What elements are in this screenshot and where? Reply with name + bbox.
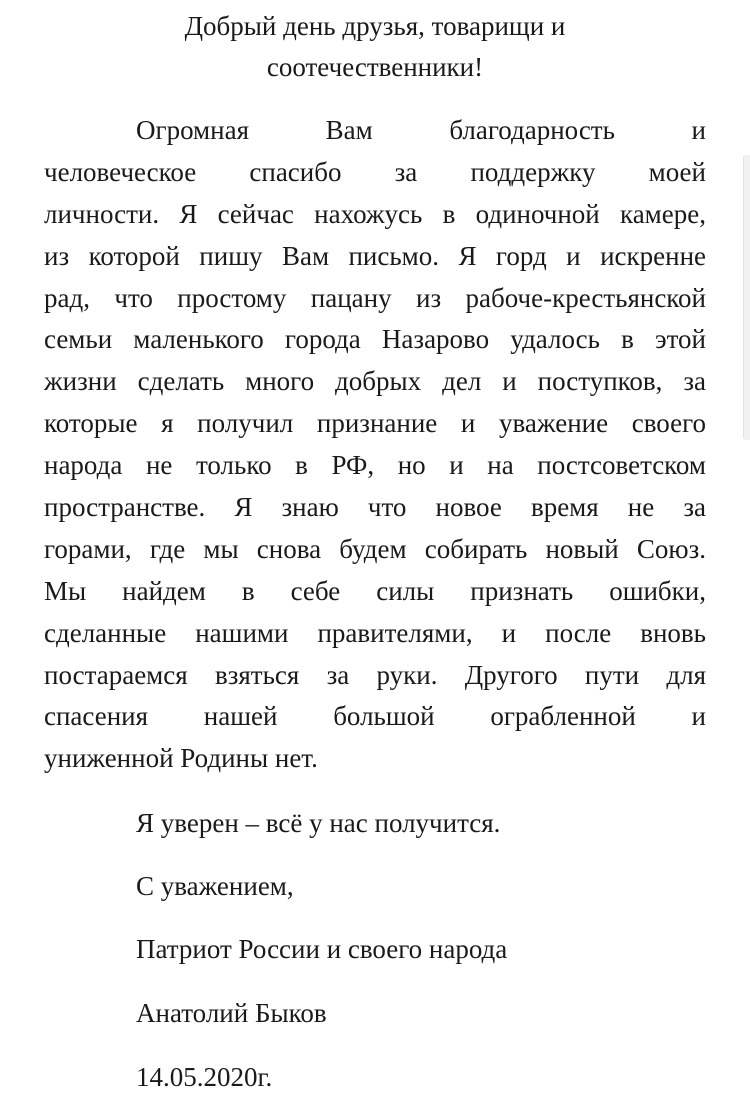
paragraph-line: которые я получил признание и уважение своего xyxy=(44,408,706,439)
letter-greeting xyxy=(0,6,750,88)
closing-regards: С уважением, xyxy=(136,871,294,901)
paragraph-line: человеческое спасибо за поддержку моей xyxy=(44,156,706,187)
paragraph-line: семьи маленького города Назарово удалось в этой xyxy=(44,324,706,355)
greeting-line-1: Добрый день друзья, товарищи и xyxy=(184,11,566,41)
paragraph-line: Огромная Вам благодарность и xyxy=(136,115,706,145)
greeting-line-2: соотечественники! xyxy=(266,52,484,82)
letter-body-paragraph xyxy=(44,110,706,780)
paragraph-line: Мы найдем в себе силы признать ошибки, xyxy=(44,575,706,606)
paragraph-line: постараемся взяться за руки. Другого пути для xyxy=(44,659,706,690)
paragraph-line: пространстве. Я знаю что новое время не за xyxy=(44,492,706,523)
edge-scroll-handle[interactable] xyxy=(743,155,750,440)
closing-confidence: Я уверен – всё у нас получится. xyxy=(136,808,501,838)
paragraph-line: горами, где мы снова будем собирать новый Союз. xyxy=(44,533,706,564)
signature-title: Патриот России и своего народа xyxy=(136,934,508,964)
paragraph-line: жизни сделать много добрых дел и поступков, за xyxy=(44,366,706,397)
paragraph-line: сделанные нашими правителями, и после вновь xyxy=(44,617,706,648)
paragraph-line: спасения нашей большой ограбленной и xyxy=(44,701,706,732)
paragraph-line: личности. Я сейчас нахожусь в одиночной камере, xyxy=(44,198,706,229)
paragraph-line: народа не только в РФ, но и на постсоветском xyxy=(44,450,706,481)
paragraph-line: униженной Родины нет. xyxy=(44,743,318,774)
paragraph-line: рад, что простому пацану из рабоче-крестьянской xyxy=(44,282,706,313)
paragraph-line: из которой пишу Вам письмо. Я горд и искренне xyxy=(44,240,706,271)
author-name: Анатолий Быков xyxy=(136,998,327,1028)
letter-date: 14.05.2020г. xyxy=(136,1062,273,1092)
